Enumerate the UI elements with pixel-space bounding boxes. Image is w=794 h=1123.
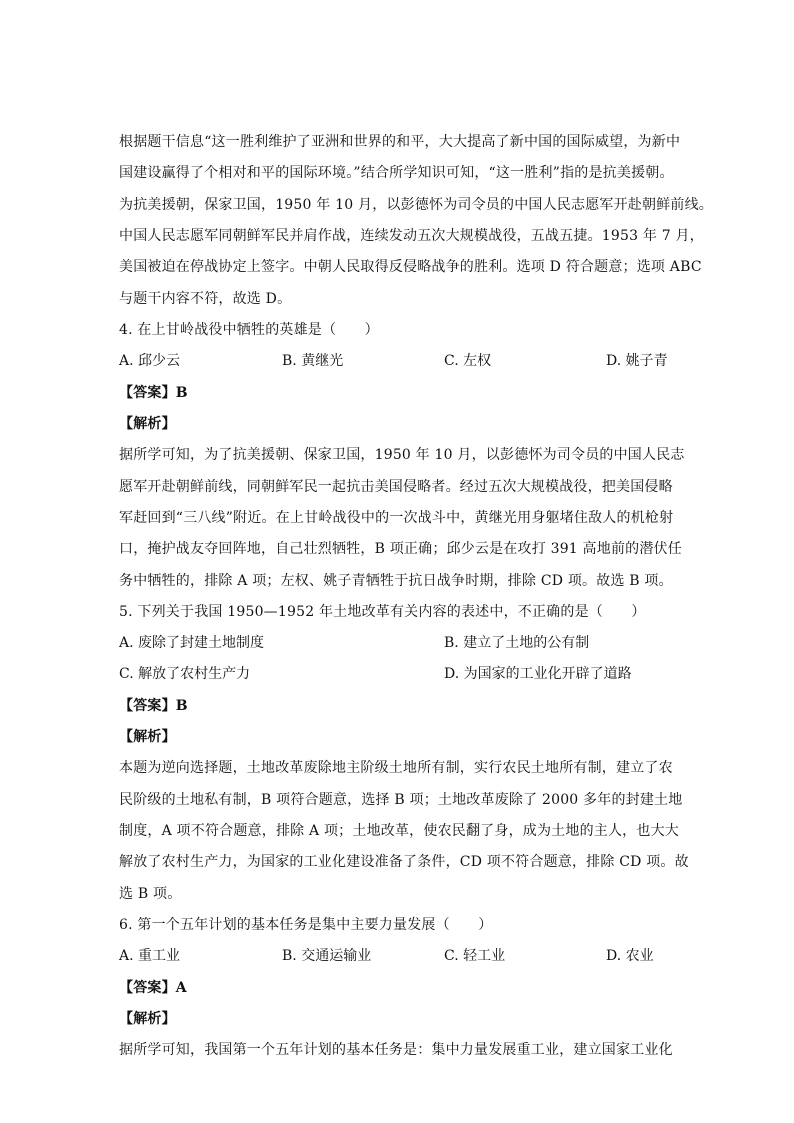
intro-line: 中国人民志愿军同朝鲜军民并肩作战，连续发动五次大规模战役，五战五捷。1953 年 7 月，	[119, 228, 704, 244]
q6-option-a: A. 重工业	[119, 948, 181, 964]
intro-line: 为抗美援朝，保家卫国，1950 年 10 月，以彭德怀为司令员的中国人民志愿军开赴朝鲜前线。	[119, 197, 713, 213]
q5-analysis-line: 解放了农村生产力，为国家的工业化建设准备了条件，CD 项不符合题意，排除 CD 项。故	[119, 854, 689, 870]
q5-analysis-line: 本题为逆向选择题，土地改革废除地主阶级土地所有制，实行农民土地所有制，建立了农	[119, 760, 673, 776]
q4-option-c: C. 左权	[444, 353, 492, 369]
q5-analysis-label: 【解析】	[119, 729, 176, 745]
q6-option-d: D. 农业	[606, 948, 654, 964]
q5-analysis-line: 制度，A 项不符合题意，排除 A 项；土地改革，使农民翻了身，成为土地的主人，也大大	[119, 823, 679, 839]
q6-option-c: C. 轻工业	[444, 948, 506, 964]
question-6-stem: 6. 第一个五年计划的基本任务是集中主要力量发展（ ）	[119, 917, 493, 933]
q4-option-b: B. 黄继光	[282, 353, 344, 369]
intro-line: 与题干内容不符，故选 D。	[119, 291, 292, 307]
q5-analysis-line: 民阶级的土地私有制，B 项符合题意，选择 B 项；土地改革废除了 2000 多年的封建土地	[119, 792, 683, 808]
question-4-stem: 4. 在上甘岭战役中牺牲的英雄是（ ）	[119, 322, 379, 338]
q6-analysis-label: 【解析】	[119, 1011, 176, 1027]
q4-analysis-line: 愿军开赴朝鲜前线，同朝鲜军民一起抗击美国侵略者。经过五次大规模战役，把美国侵略	[119, 479, 673, 495]
q4-analysis-line: 务中牺牲的，排除 A 项；左权、姚子青牺牲于抗日战争时期，排除 CD 项。故选 B 项。	[119, 573, 673, 589]
q4-analysis-line: 军赶回到“三八线”附近。在上甘岭战役中的一次战斗中，黄继光用身躯堵住敌人的机枪射	[119, 510, 674, 526]
q5-answer: 【答案】B	[119, 698, 188, 714]
q4-option-d: D. 姚子青	[606, 353, 668, 369]
intro-line: 根据题干信息“这一胜利维护了亚洲和世界的和平，大大提高了新中国的国际威望，为新中	[119, 134, 681, 150]
q4-analysis-line: 据所学可知，为了抗美援朝、保家卫国，1950 年 10 月，以彭德怀为司令员的中国人民志	[119, 447, 685, 463]
q5-option-c: C. 解放了农村生产力	[119, 666, 251, 682]
q5-option-a: A. 废除了封建土地制度	[119, 635, 265, 651]
q4-analysis-line: 口，掩护战友夺回阵地，自己壮烈牺牲，B 项正确；邱少云是在攻打 391 高地前的潜伏任	[119, 541, 682, 557]
q5-option-b: B. 建立了土地的公有制	[444, 635, 590, 651]
q6-analysis-line: 据所学可知，我国第一个五年计划的基本任务是：集中力量发展重工业，建立国家工业化	[119, 1042, 673, 1058]
q4-option-a: A. 邱少云	[119, 353, 181, 369]
q5-option-d: D. 为国家的工业化开辟了道路	[444, 666, 632, 682]
q6-answer: 【答案】A	[119, 980, 187, 996]
q4-analysis-label: 【解析】	[119, 416, 176, 432]
intro-line: 国建设赢得了个相对和平的国际环境。”结合所学知识可知，“这一胜利”指的是抗美援朝。	[119, 165, 674, 181]
intro-line: 美国被迫在停战协定上签字。中朝人民取得反侵略战争的胜利。选项 D 符合题意；选项 ABC	[119, 259, 702, 275]
q5-analysis-line: 选 B 项。	[119, 886, 182, 902]
question-5-stem: 5. 下列关于我国 1950—1952 年土地改革有关内容的表述中，不正确的是（ ）	[119, 604, 646, 620]
q6-option-b: B. 交通运输业	[282, 948, 372, 964]
q4-answer: 【答案】B	[119, 385, 188, 401]
